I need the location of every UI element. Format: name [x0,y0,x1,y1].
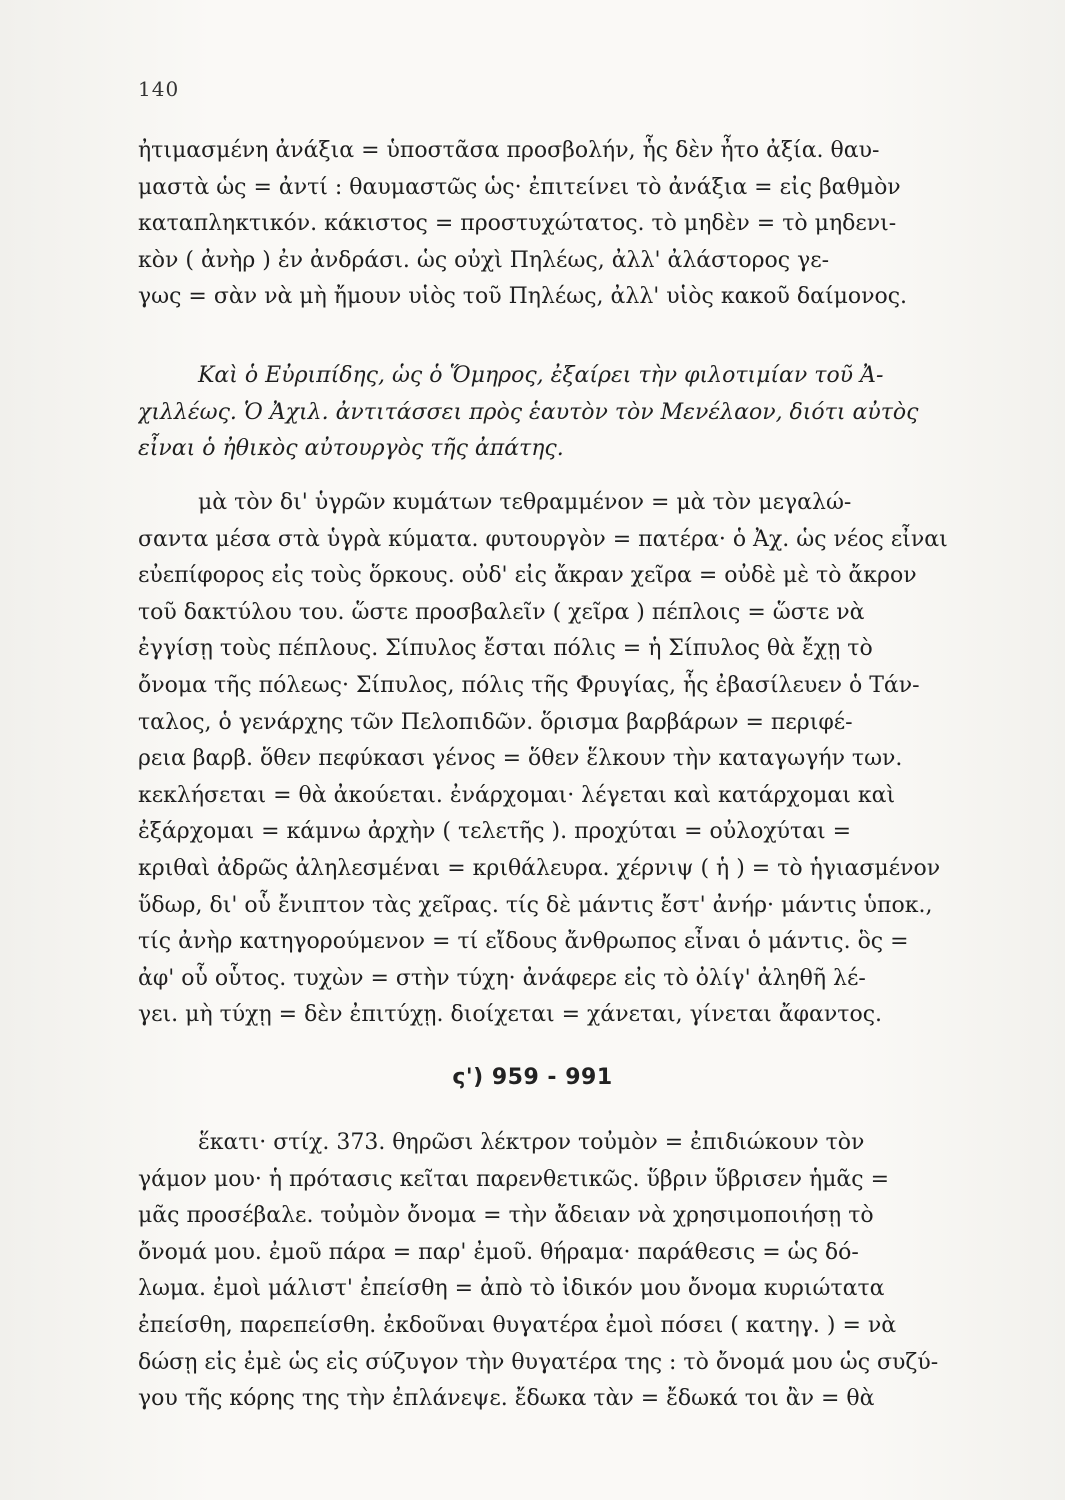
section-heading: ς') 959 - 991 [452,1065,613,1090]
text-line: δώσῃ εἰς ἐμὲ ὡς εἰς σύζυγον τὴν θυγατέρα της : τὸ ὄνομά μου ὡς συζύ- [138,1349,939,1375]
commentary-block-3 [138,1125,1008,1418]
text-line: ἀφ' οὗ οὗτος. τυχὼν = στὴν τύχη· ἀνάφερε εἰς τὸ ὀλίγ' ἀληθῆ λέ- [138,965,866,991]
text-line: χιλλέως. Ὁ Ἀχιλ. ἀντιτάσσει πρὸς ἑαυτὸν τὸν Μενέλαον, διότι αὐτὸς [138,399,919,425]
text-line: καταπληκτικόν. κάκιστος = προστυχώτατος. τὸ μηδὲν = τὸ μηδενι- [138,211,897,237]
commentary-block-2 [138,485,1008,1034]
text-line: γει. μὴ τύχῃ = δὲν ἐπιτύχῃ. διοίχεται = χάνεται, γίνεται ἄφαντος. [138,1002,883,1028]
text-line: ἐξάρχομαι = κάμνω ἀρχὴν ( τελετῆς ). προχύται = οὐλοχύται = [138,819,852,845]
text-line: κεκλήσεται = θὰ ἀκούεται. ἐνάρχομαι· λέγεται καὶ κατάρχομαι καὶ [138,782,896,808]
text-line: ἐπείσθη, παρεπείσθη. ἐκδοῦναι θυγατέρα ἐμοὶ πόσει ( κατηγ. ) = νὰ [138,1312,897,1338]
text-line: κὸν ( ἀνὴρ ) ἐν ἀνδράσι. ὡς οὐχὶ Πηλέως, ἀλλ' ἀλάστορος γε- [138,247,830,273]
text-line: τοῦ δακτύλου του. ὥστε προσβαλεῖν ( χεῖρα ) πέπλοις = ὥστε νὰ [138,599,865,625]
text-line: μᾶς προσέβαλε. τοὐμὸν ὄνομα = τὴν ἄδειαν νὰ χρησιμοποιήσῃ τὸ [138,1203,874,1229]
text-line: ἠτιμασμένη ἀνάξια = ὑποστᾶσα προσβολήν, ἧς δὲν ἦτο ἀξία. θαυ- [138,138,880,163]
text-line: ὕδωρ, δι' οὗ ἔνιπτον τὰς χεῖρας. τίς δὲ μάντις ἔστ' ἀνήρ· μάντις ὑποκ., [138,892,933,918]
text-line: μαστὰ ὡς = ἀντί : θαυμαστῶς ὡς· ἐπιτείνει τὸ ἀνάξια = εἰς βαθμὸν [138,174,901,200]
text-line: μὰ τὸν δι' ὑγρῶν κυμάτων τεθραμμένον = μὰ τὸν μεγαλώ- [198,490,852,515]
text-line: γάμον μου· ἡ πρότασις κεῖται παρενθετικῶς. ὕβριν ὕβρισεν ἡμᾶς = [138,1166,890,1192]
text-line: Καὶ ὁ Εὐριπίδης, ὡς ὁ Ὅμηρος, ἐξαίρει τὴν φιλοτιμίαν τοῦ Ἀ- [198,363,884,388]
text-line: ἕκατι· στίχ. 373. θηρῶσι λέκτρον τοὐμὸν = ἐπιδιώκουν τὸν [198,1130,865,1155]
text-line: λωμα. ἐμοὶ μάλιστ' ἐπείσθη = ἀπὸ τὸ ἰδικόν μου ὄνομα κυριώτατα [138,1276,885,1302]
text-line: ὄνομά μου. ἐμοῦ πάρα = παρ' ἐμοῦ. θήραμα· παράθεσις = ὡς δό- [138,1239,859,1265]
text-line: εἶναι ὁ ἠθικὸς αὐτουργὸς τῆς ἀπάτης. [138,436,564,462]
text-line: γου τῆς κόρης της τὴν ἐπλάνεψε. ἔδωκα τὰν = ἔδωκά τοι ἂν = θὰ [138,1386,875,1412]
text-line: κριθαὶ ἀδρῶς ἀληλεσμέναι = κριθάλευρα. χέρνιψ ( ἡ ) = τὸ ἡγιασμένον [138,855,941,881]
page-number: 140 [138,77,180,101]
text-line: σαντα μέσα στὰ ὑγρὰ κύματα. φυτουργὸν = πατέρα· ὁ Ἀχ. ὡς νέος εἶναι [138,526,948,552]
commentary-block-1 [138,133,1008,316]
text-line: τίς ἀνὴρ κατηγορούμενον = τί εἴδους ἄνθρωπος εἶναι ὁ μάντις. ὃς = [138,929,909,955]
text-line: εὐεπίφορος εἰς τοὺς ὅρκους. οὐδ' εἰς ἄκραν χεῖρα = οὐδὲ μὲ τὸ ἄκρον [138,563,917,589]
text-line: ταλος, ὁ γενάρχης τῶν Πελοπιδῶν. ὅρισμα βαρβάρων = περιφέ- [138,709,853,735]
text-line: ὄνομα τῆς πόλεως· Σίπυλος, πόλις τῆς Φρυγίας, ἧς ἐβασίλευεν ὁ Τάν- [138,672,920,698]
text-line: ρεια βαρβ. ὅθεν πεφύκασι γένος = ὅθεν ἕλκουν τὴν καταγωγήν των. [138,746,903,772]
italic-paragraph [138,358,1008,468]
text-line: γως = σὰν νὰ μὴ ἤμουν υἱὸς τοῦ Πηλέως, ἀλλ' υἱὸς κακοῦ δαίμονος. [138,284,908,310]
text-line: ἐγγίσῃ τοὺς πέπλους. Σίπυλος ἔσται πόλις = ἡ Σίπυλος θὰ ἔχῃ τὸ [138,636,873,662]
